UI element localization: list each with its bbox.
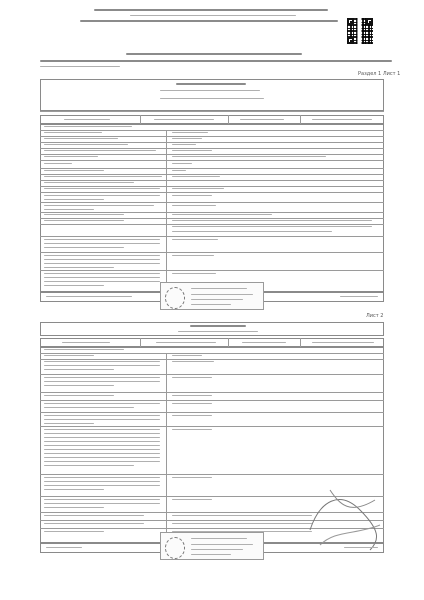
- qr-code-icon: [347, 18, 373, 44]
- section-subtitle: [160, 90, 260, 91]
- section-subtitle: [160, 98, 264, 99]
- document-subtitle: [40, 66, 120, 67]
- header-line: [94, 9, 328, 11]
- header-line: [130, 15, 296, 16]
- page-label: Лист 2: [366, 313, 384, 319]
- state-emblem-icon: [165, 537, 185, 559]
- page-label: Раздел 1 Лист 1: [358, 71, 401, 77]
- electronic-signature-stamp: [160, 282, 264, 310]
- section-title: [176, 83, 246, 85]
- header-line: [80, 20, 338, 22]
- state-emblem-icon: [165, 287, 185, 309]
- electronic-signature-stamp: [160, 532, 264, 560]
- document-title: [126, 53, 302, 55]
- document-subtitle: [40, 60, 392, 62]
